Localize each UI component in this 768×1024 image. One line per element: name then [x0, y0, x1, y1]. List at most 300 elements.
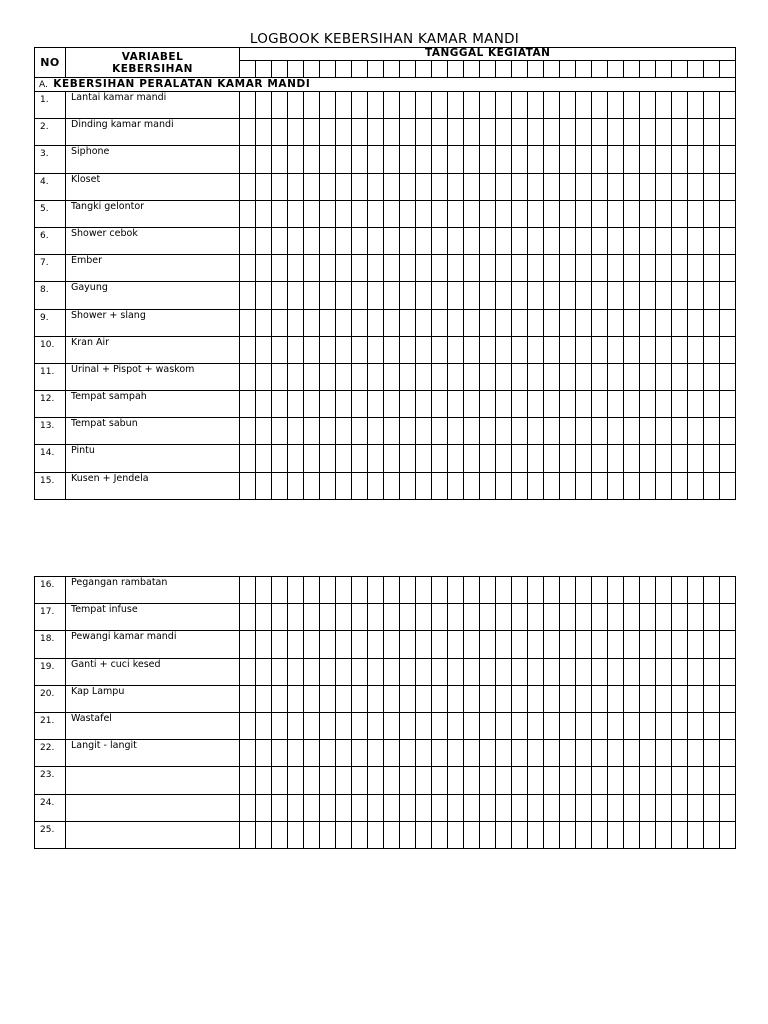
- check-cell[interactable]: [464, 712, 480, 739]
- check-cell[interactable]: [256, 445, 272, 472]
- check-cell[interactable]: [560, 173, 576, 200]
- check-cell[interactable]: [272, 227, 288, 254]
- check-cell[interactable]: [512, 740, 528, 767]
- check-cell[interactable]: [304, 418, 320, 445]
- check-cell[interactable]: [400, 391, 416, 418]
- check-cell[interactable]: [288, 740, 304, 767]
- check-cell[interactable]: [352, 282, 368, 309]
- check-cell[interactable]: [640, 363, 656, 390]
- check-cell[interactable]: [368, 604, 384, 631]
- check-cell[interactable]: [672, 336, 688, 363]
- check-cell[interactable]: [672, 92, 688, 119]
- check-cell[interactable]: [464, 418, 480, 445]
- check-cell[interactable]: [368, 631, 384, 658]
- check-cell[interactable]: [496, 200, 512, 227]
- check-cell[interactable]: [608, 282, 624, 309]
- check-cell[interactable]: [336, 255, 352, 282]
- check-cell[interactable]: [656, 685, 672, 712]
- check-cell[interactable]: [624, 685, 640, 712]
- check-cell[interactable]: [464, 336, 480, 363]
- check-cell[interactable]: [320, 631, 336, 658]
- check-cell[interactable]: [256, 767, 272, 794]
- check-cell[interactable]: [400, 336, 416, 363]
- check-cell[interactable]: [400, 604, 416, 631]
- check-cell[interactable]: [576, 391, 592, 418]
- check-cell[interactable]: [368, 740, 384, 767]
- check-cell[interactable]: [352, 173, 368, 200]
- check-cell[interactable]: [528, 472, 544, 499]
- check-cell[interactable]: [368, 391, 384, 418]
- check-cell[interactable]: [576, 472, 592, 499]
- check-cell[interactable]: [720, 418, 736, 445]
- check-cell[interactable]: [640, 418, 656, 445]
- check-cell[interactable]: [544, 712, 560, 739]
- check-cell[interactable]: [272, 200, 288, 227]
- check-cell[interactable]: [336, 472, 352, 499]
- check-cell[interactable]: [672, 119, 688, 146]
- check-cell[interactable]: [592, 472, 608, 499]
- check-cell[interactable]: [624, 658, 640, 685]
- check-cell[interactable]: [608, 794, 624, 821]
- check-cell[interactable]: [240, 821, 256, 848]
- check-cell[interactable]: [448, 418, 464, 445]
- check-cell[interactable]: [240, 92, 256, 119]
- check-cell[interactable]: [544, 363, 560, 390]
- check-cell[interactable]: [592, 92, 608, 119]
- check-cell[interactable]: [384, 255, 400, 282]
- check-cell[interactable]: [480, 821, 496, 848]
- check-cell[interactable]: [320, 767, 336, 794]
- check-cell[interactable]: [240, 685, 256, 712]
- check-cell[interactable]: [432, 821, 448, 848]
- check-cell[interactable]: [720, 712, 736, 739]
- check-cell[interactable]: [672, 391, 688, 418]
- check-cell[interactable]: [560, 821, 576, 848]
- check-cell[interactable]: [400, 200, 416, 227]
- check-cell[interactable]: [480, 740, 496, 767]
- check-cell[interactable]: [416, 577, 432, 604]
- check-cell[interactable]: [240, 418, 256, 445]
- check-cell[interactable]: [400, 227, 416, 254]
- check-cell[interactable]: [240, 472, 256, 499]
- check-cell[interactable]: [576, 363, 592, 390]
- check-cell[interactable]: [368, 685, 384, 712]
- check-cell[interactable]: [672, 418, 688, 445]
- check-cell[interactable]: [704, 712, 720, 739]
- check-cell[interactable]: [336, 309, 352, 336]
- check-cell[interactable]: [288, 821, 304, 848]
- check-cell[interactable]: [640, 658, 656, 685]
- check-cell[interactable]: [272, 309, 288, 336]
- check-cell[interactable]: [240, 255, 256, 282]
- check-cell[interactable]: [304, 658, 320, 685]
- check-cell[interactable]: [288, 418, 304, 445]
- check-cell[interactable]: [496, 363, 512, 390]
- check-cell[interactable]: [544, 227, 560, 254]
- check-cell[interactable]: [528, 363, 544, 390]
- check-cell[interactable]: [704, 146, 720, 173]
- check-cell[interactable]: [544, 445, 560, 472]
- check-cell[interactable]: [288, 173, 304, 200]
- check-cell[interactable]: [720, 173, 736, 200]
- check-cell[interactable]: [400, 472, 416, 499]
- check-cell[interactable]: [320, 255, 336, 282]
- check-cell[interactable]: [240, 200, 256, 227]
- check-cell[interactable]: [256, 391, 272, 418]
- check-cell[interactable]: [512, 658, 528, 685]
- check-cell[interactable]: [368, 200, 384, 227]
- check-cell[interactable]: [304, 445, 320, 472]
- check-cell[interactable]: [544, 200, 560, 227]
- check-cell[interactable]: [704, 282, 720, 309]
- check-cell[interactable]: [432, 794, 448, 821]
- check-cell[interactable]: [480, 794, 496, 821]
- check-cell[interactable]: [416, 740, 432, 767]
- check-cell[interactable]: [368, 336, 384, 363]
- check-cell[interactable]: [272, 794, 288, 821]
- check-cell[interactable]: [608, 418, 624, 445]
- check-cell[interactable]: [672, 173, 688, 200]
- check-cell[interactable]: [416, 227, 432, 254]
- check-cell[interactable]: [272, 336, 288, 363]
- check-cell[interactable]: [368, 173, 384, 200]
- check-cell[interactable]: [720, 658, 736, 685]
- check-cell[interactable]: [416, 309, 432, 336]
- check-cell[interactable]: [432, 309, 448, 336]
- check-cell[interactable]: [336, 391, 352, 418]
- check-cell[interactable]: [528, 200, 544, 227]
- check-cell[interactable]: [576, 767, 592, 794]
- check-cell[interactable]: [416, 418, 432, 445]
- check-cell[interactable]: [464, 363, 480, 390]
- check-cell[interactable]: [688, 712, 704, 739]
- check-cell[interactable]: [288, 712, 304, 739]
- check-cell[interactable]: [416, 391, 432, 418]
- check-cell[interactable]: [304, 685, 320, 712]
- check-cell[interactable]: [448, 255, 464, 282]
- check-cell[interactable]: [688, 92, 704, 119]
- check-cell[interactable]: [400, 685, 416, 712]
- check-cell[interactable]: [464, 685, 480, 712]
- check-cell[interactable]: [432, 767, 448, 794]
- check-cell[interactable]: [448, 472, 464, 499]
- check-cell[interactable]: [336, 658, 352, 685]
- check-cell[interactable]: [512, 227, 528, 254]
- check-cell[interactable]: [272, 658, 288, 685]
- check-cell[interactable]: [400, 309, 416, 336]
- check-cell[interactable]: [560, 227, 576, 254]
- check-cell[interactable]: [528, 577, 544, 604]
- check-cell[interactable]: [624, 363, 640, 390]
- check-cell[interactable]: [400, 363, 416, 390]
- check-cell[interactable]: [624, 119, 640, 146]
- check-cell[interactable]: [336, 604, 352, 631]
- check-cell[interactable]: [352, 363, 368, 390]
- check-cell[interactable]: [704, 767, 720, 794]
- check-cell[interactable]: [640, 821, 656, 848]
- check-cell[interactable]: [256, 577, 272, 604]
- check-cell[interactable]: [496, 146, 512, 173]
- check-cell[interactable]: [640, 146, 656, 173]
- check-cell[interactable]: [624, 255, 640, 282]
- check-cell[interactable]: [496, 92, 512, 119]
- check-cell[interactable]: [384, 821, 400, 848]
- check-cell[interactable]: [288, 794, 304, 821]
- check-cell[interactable]: [256, 200, 272, 227]
- check-cell[interactable]: [304, 363, 320, 390]
- check-cell[interactable]: [544, 282, 560, 309]
- check-cell[interactable]: [496, 631, 512, 658]
- check-cell[interactable]: [304, 146, 320, 173]
- check-cell[interactable]: [320, 227, 336, 254]
- check-cell[interactable]: [304, 712, 320, 739]
- check-cell[interactable]: [656, 173, 672, 200]
- check-cell[interactable]: [352, 604, 368, 631]
- check-cell[interactable]: [560, 658, 576, 685]
- check-cell[interactable]: [336, 794, 352, 821]
- check-cell[interactable]: [336, 227, 352, 254]
- check-cell[interactable]: [560, 631, 576, 658]
- check-cell[interactable]: [464, 309, 480, 336]
- check-cell[interactable]: [640, 282, 656, 309]
- check-cell[interactable]: [704, 472, 720, 499]
- check-cell[interactable]: [672, 445, 688, 472]
- check-cell[interactable]: [240, 740, 256, 767]
- check-cell[interactable]: [288, 92, 304, 119]
- check-cell[interactable]: [304, 200, 320, 227]
- check-cell[interactable]: [656, 146, 672, 173]
- check-cell[interactable]: [720, 336, 736, 363]
- check-cell[interactable]: [576, 282, 592, 309]
- check-cell[interactable]: [560, 282, 576, 309]
- check-cell[interactable]: [688, 391, 704, 418]
- check-cell[interactable]: [400, 92, 416, 119]
- check-cell[interactable]: [672, 631, 688, 658]
- check-cell[interactable]: [256, 631, 272, 658]
- check-cell[interactable]: [624, 309, 640, 336]
- check-cell[interactable]: [304, 336, 320, 363]
- check-cell[interactable]: [688, 418, 704, 445]
- check-cell[interactable]: [656, 604, 672, 631]
- check-cell[interactable]: [592, 200, 608, 227]
- check-cell[interactable]: [384, 418, 400, 445]
- check-cell[interactable]: [608, 577, 624, 604]
- check-cell[interactable]: [336, 418, 352, 445]
- check-cell[interactable]: [336, 821, 352, 848]
- check-cell[interactable]: [336, 767, 352, 794]
- check-cell[interactable]: [384, 577, 400, 604]
- check-cell[interactable]: [400, 445, 416, 472]
- check-cell[interactable]: [464, 472, 480, 499]
- check-cell[interactable]: [432, 658, 448, 685]
- check-cell[interactable]: [272, 363, 288, 390]
- check-cell[interactable]: [560, 119, 576, 146]
- check-cell[interactable]: [656, 418, 672, 445]
- check-cell[interactable]: [416, 767, 432, 794]
- check-cell[interactable]: [368, 445, 384, 472]
- check-cell[interactable]: [480, 577, 496, 604]
- check-cell[interactable]: [608, 255, 624, 282]
- check-cell[interactable]: [496, 472, 512, 499]
- check-cell[interactable]: [480, 418, 496, 445]
- check-cell[interactable]: [480, 445, 496, 472]
- check-cell[interactable]: [704, 577, 720, 604]
- check-cell[interactable]: [320, 282, 336, 309]
- check-cell[interactable]: [592, 445, 608, 472]
- check-cell[interactable]: [560, 712, 576, 739]
- check-cell[interactable]: [416, 821, 432, 848]
- check-cell[interactable]: [528, 685, 544, 712]
- check-cell[interactable]: [528, 391, 544, 418]
- check-cell[interactable]: [256, 685, 272, 712]
- check-cell[interactable]: [416, 445, 432, 472]
- check-cell[interactable]: [288, 255, 304, 282]
- check-cell[interactable]: [400, 794, 416, 821]
- check-cell[interactable]: [368, 119, 384, 146]
- check-cell[interactable]: [432, 391, 448, 418]
- check-cell[interactable]: [640, 577, 656, 604]
- check-cell[interactable]: [544, 685, 560, 712]
- check-cell[interactable]: [640, 227, 656, 254]
- check-cell[interactable]: [448, 685, 464, 712]
- check-cell[interactable]: [656, 200, 672, 227]
- check-cell[interactable]: [448, 119, 464, 146]
- check-cell[interactable]: [592, 658, 608, 685]
- check-cell[interactable]: [240, 767, 256, 794]
- check-cell[interactable]: [256, 363, 272, 390]
- check-cell[interactable]: [272, 391, 288, 418]
- check-cell[interactable]: [720, 604, 736, 631]
- check-cell[interactable]: [240, 336, 256, 363]
- check-cell[interactable]: [576, 794, 592, 821]
- check-cell[interactable]: [288, 767, 304, 794]
- check-cell[interactable]: [592, 794, 608, 821]
- check-cell[interactable]: [416, 363, 432, 390]
- check-cell[interactable]: [272, 92, 288, 119]
- check-cell[interactable]: [384, 173, 400, 200]
- check-cell[interactable]: [448, 740, 464, 767]
- check-cell[interactable]: [368, 418, 384, 445]
- check-cell[interactable]: [448, 336, 464, 363]
- check-cell[interactable]: [496, 767, 512, 794]
- check-cell[interactable]: [352, 92, 368, 119]
- check-cell[interactable]: [336, 282, 352, 309]
- check-cell[interactable]: [320, 794, 336, 821]
- check-cell[interactable]: [496, 794, 512, 821]
- check-cell[interactable]: [528, 767, 544, 794]
- check-cell[interactable]: [496, 255, 512, 282]
- check-cell[interactable]: [416, 472, 432, 499]
- check-cell[interactable]: [368, 363, 384, 390]
- check-cell[interactable]: [496, 336, 512, 363]
- check-cell[interactable]: [656, 255, 672, 282]
- check-cell[interactable]: [544, 472, 560, 499]
- check-cell[interactable]: [384, 740, 400, 767]
- check-cell[interactable]: [368, 472, 384, 499]
- check-cell[interactable]: [464, 794, 480, 821]
- check-cell[interactable]: [656, 658, 672, 685]
- check-cell[interactable]: [688, 794, 704, 821]
- check-cell[interactable]: [256, 472, 272, 499]
- check-cell[interactable]: [384, 604, 400, 631]
- check-cell[interactable]: [384, 685, 400, 712]
- check-cell[interactable]: [432, 146, 448, 173]
- check-cell[interactable]: [688, 472, 704, 499]
- check-cell[interactable]: [704, 418, 720, 445]
- check-cell[interactable]: [688, 767, 704, 794]
- check-cell[interactable]: [432, 685, 448, 712]
- check-cell[interactable]: [640, 173, 656, 200]
- check-cell[interactable]: [304, 119, 320, 146]
- check-cell[interactable]: [688, 685, 704, 712]
- check-cell[interactable]: [608, 767, 624, 794]
- check-cell[interactable]: [240, 391, 256, 418]
- check-cell[interactable]: [656, 445, 672, 472]
- check-cell[interactable]: [464, 92, 480, 119]
- check-cell[interactable]: [592, 363, 608, 390]
- check-cell[interactable]: [320, 92, 336, 119]
- check-cell[interactable]: [512, 821, 528, 848]
- check-cell[interactable]: [256, 794, 272, 821]
- check-cell[interactable]: [528, 146, 544, 173]
- check-cell[interactable]: [544, 92, 560, 119]
- check-cell[interactable]: [656, 309, 672, 336]
- check-cell[interactable]: [576, 658, 592, 685]
- check-cell[interactable]: [256, 146, 272, 173]
- check-cell[interactable]: [416, 92, 432, 119]
- check-cell[interactable]: [560, 418, 576, 445]
- check-cell[interactable]: [592, 309, 608, 336]
- check-cell[interactable]: [336, 740, 352, 767]
- check-cell[interactable]: [528, 255, 544, 282]
- check-cell[interactable]: [368, 255, 384, 282]
- check-cell[interactable]: [608, 119, 624, 146]
- check-cell[interactable]: [544, 418, 560, 445]
- check-cell[interactable]: [480, 658, 496, 685]
- check-cell[interactable]: [320, 445, 336, 472]
- check-cell[interactable]: [560, 363, 576, 390]
- check-cell[interactable]: [352, 767, 368, 794]
- check-cell[interactable]: [400, 658, 416, 685]
- check-cell[interactable]: [352, 794, 368, 821]
- check-cell[interactable]: [544, 740, 560, 767]
- check-cell[interactable]: [272, 740, 288, 767]
- check-cell[interactable]: [720, 255, 736, 282]
- check-cell[interactable]: [272, 604, 288, 631]
- check-cell[interactable]: [368, 146, 384, 173]
- check-cell[interactable]: [288, 631, 304, 658]
- check-cell[interactable]: [304, 740, 320, 767]
- check-cell[interactable]: [304, 767, 320, 794]
- check-cell[interactable]: [416, 631, 432, 658]
- check-cell[interactable]: [240, 363, 256, 390]
- check-cell[interactable]: [704, 658, 720, 685]
- check-cell[interactable]: [368, 227, 384, 254]
- check-cell[interactable]: [720, 119, 736, 146]
- check-cell[interactable]: [672, 821, 688, 848]
- check-cell[interactable]: [640, 472, 656, 499]
- check-cell[interactable]: [288, 363, 304, 390]
- check-cell[interactable]: [704, 227, 720, 254]
- check-cell[interactable]: [432, 227, 448, 254]
- check-cell[interactable]: [592, 391, 608, 418]
- check-cell[interactable]: [496, 173, 512, 200]
- check-cell[interactable]: [720, 445, 736, 472]
- check-cell[interactable]: [272, 418, 288, 445]
- check-cell[interactable]: [304, 391, 320, 418]
- check-cell[interactable]: [480, 391, 496, 418]
- check-cell[interactable]: [640, 767, 656, 794]
